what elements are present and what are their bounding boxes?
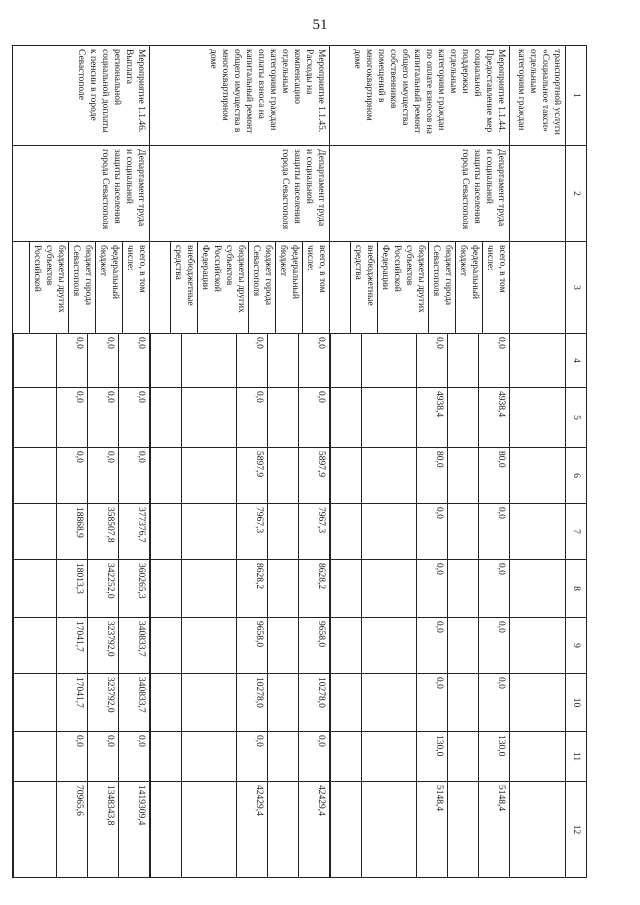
value-cell [330, 782, 510, 878]
value [13, 504, 56, 559]
value: 0,0 [56, 334, 87, 387]
value: 342252,0 [87, 560, 118, 617]
value: 0,0 [118, 448, 149, 503]
value: 7967,3 [298, 504, 329, 559]
funding-source: всего, в том числе: [122, 242, 149, 333]
value [447, 448, 478, 503]
value [361, 560, 416, 617]
funding-source-cell [13, 242, 150, 334]
column-header: 8 [566, 560, 587, 618]
value [13, 334, 56, 387]
value: 8628,2 [298, 560, 329, 617]
value [13, 618, 56, 673]
value [447, 388, 478, 447]
value-cell [13, 674, 150, 732]
value [330, 782, 361, 877]
value [330, 334, 361, 387]
value [181, 560, 236, 617]
value: 0,0 [56, 448, 87, 503]
value [267, 674, 298, 731]
value [447, 618, 478, 673]
value [181, 448, 236, 503]
value: 17041,7 [56, 618, 87, 673]
value: 17041,7 [56, 674, 87, 731]
value [13, 782, 56, 877]
value: 0,0 [87, 448, 118, 503]
value-cell [13, 732, 150, 782]
value: 9658,0 [236, 618, 267, 673]
value-cell [330, 334, 510, 388]
value [13, 448, 56, 503]
funding-source: внебюджетные средства [170, 242, 197, 333]
value: 4938,4 [478, 388, 509, 447]
value: 323792,0 [87, 674, 118, 731]
value: 130,0 [416, 732, 447, 781]
value: 0,0 [478, 504, 509, 559]
value-cell [330, 504, 510, 560]
value: 0,0 [478, 560, 509, 617]
value: 0,0 [416, 504, 447, 559]
value [181, 732, 236, 781]
value-cell [13, 782, 150, 878]
value [181, 504, 236, 559]
value [361, 618, 416, 673]
measure-row [13, 46, 150, 878]
value [330, 504, 361, 559]
value: 42429,4 [298, 782, 329, 877]
value: 0,0 [236, 334, 267, 387]
column-header: 7 [566, 504, 587, 560]
column-header: 3 [566, 242, 587, 334]
value: 360265,3 [118, 560, 149, 617]
value: 340833,7 [118, 674, 149, 731]
value [13, 388, 56, 447]
column-header: 2 [566, 146, 587, 242]
intro-row [510, 46, 566, 878]
value: 7967,3 [236, 504, 267, 559]
value [361, 334, 416, 387]
funding-source: бюджет города Севастополя [428, 242, 455, 333]
value-cell [150, 732, 330, 782]
funding-source: бюджеты других субъектов Российской [29, 242, 68, 333]
executor-name: Департамент труда и социальной защиты населения города Севастополя [13, 146, 150, 242]
measure-name: Мероприятие 1.1.46. Выплата региональной социальной доплаты к пенсии в городе Севастополе [13, 46, 150, 146]
value-cell [330, 618, 510, 674]
column-header: 9 [566, 618, 587, 674]
value-cell [150, 448, 330, 504]
value: 0,0 [236, 732, 267, 781]
rotated-table-sheet [32, 45, 587, 877]
value [181, 334, 236, 387]
value [13, 674, 56, 731]
value [447, 782, 478, 877]
value-cell [13, 618, 150, 674]
value: 0,0 [298, 388, 329, 447]
value-cell [330, 560, 510, 618]
intro-text: транспортной услуги «Социальное такси» отдельным категориям граждан [510, 46, 566, 146]
value-cell [150, 560, 330, 618]
value [330, 732, 361, 781]
measure-row [330, 46, 510, 878]
value: 5148,4 [478, 782, 509, 877]
value: 70965,6 [56, 782, 87, 877]
value: 358507,8 [87, 504, 118, 559]
funding-source: федеральный бюджет [275, 242, 302, 333]
funding-source: бюджет города Севастополя [68, 242, 95, 333]
value: 18013,3 [56, 560, 87, 617]
value: 0,0 [416, 674, 447, 731]
value: 0,0 [478, 334, 509, 387]
value: 130,0 [478, 732, 509, 781]
funding-source: бюджет города Севастополя [248, 242, 275, 333]
executor-name: Департамент труда и социальной защиты населения города Севастополя [150, 146, 330, 242]
value: 0,0 [118, 334, 149, 387]
funding-source-cell [330, 242, 510, 334]
value-cell [13, 334, 150, 388]
column-header: 12 [566, 782, 587, 878]
value: 1419309,4 [118, 782, 149, 877]
column-number-row [566, 46, 587, 878]
value: 42429,4 [236, 782, 267, 877]
value-cell [330, 674, 510, 732]
value [361, 504, 416, 559]
funding-source: бюджеты других субъектов Российской Федерации [197, 242, 248, 333]
value [267, 618, 298, 673]
value: 10278,0 [236, 674, 267, 731]
value: 4938,4 [416, 388, 447, 447]
column-header: 10 [566, 674, 587, 732]
funding-source: всего, в том числе: [482, 242, 509, 333]
value [267, 448, 298, 503]
value-cell [150, 504, 330, 560]
value: 340833,7 [118, 618, 149, 673]
value: 0,0 [416, 618, 447, 673]
value [150, 388, 181, 447]
value [330, 618, 361, 673]
value [447, 560, 478, 617]
value-cell [150, 674, 330, 732]
value: 323792,0 [87, 618, 118, 673]
executor-name: Департамент труда и социальной защиты населения города Севастополя [330, 146, 510, 242]
value [150, 334, 181, 387]
value [181, 674, 236, 731]
value [447, 732, 478, 781]
value [150, 674, 181, 731]
value: 0,0 [478, 674, 509, 731]
value: 8628,2 [236, 560, 267, 617]
value [150, 560, 181, 617]
value: 0,0 [56, 732, 87, 781]
value: 0,0 [478, 618, 509, 673]
value [150, 732, 181, 781]
value [361, 388, 416, 447]
value: 0,0 [298, 334, 329, 387]
value [150, 782, 181, 877]
value: 80,0 [416, 448, 447, 503]
value [330, 448, 361, 503]
value [330, 388, 361, 447]
value: 5897,9 [236, 448, 267, 503]
value [150, 618, 181, 673]
value-cell [150, 618, 330, 674]
value: 0,0 [87, 732, 118, 781]
measure-name: Мероприятие 1.1.45. Расходы на компенсацию отдельным категориям граждан оплаты взноса на капитальный ремонт общего имущества в многоквартирном доме [150, 46, 330, 146]
value [447, 674, 478, 731]
value [267, 782, 298, 877]
value [267, 334, 298, 387]
value [150, 448, 181, 503]
value [13, 560, 56, 617]
funding-source: федеральный бюджет [95, 242, 122, 333]
value: 1348343,8 [87, 782, 118, 877]
value: 5897,9 [298, 448, 329, 503]
value [447, 504, 478, 559]
value-cell [330, 388, 510, 448]
value [181, 618, 236, 673]
value: 0,0 [87, 388, 118, 447]
value [267, 732, 298, 781]
value: 0,0 [416, 334, 447, 387]
value: 0,0 [298, 732, 329, 781]
value: 10278,0 [298, 674, 329, 731]
value: 9658,0 [298, 618, 329, 673]
funding-source: бюджеты других субъектов Российской Федерации [377, 242, 428, 333]
value-cell [330, 448, 510, 504]
column-header: 11 [566, 732, 587, 782]
value [267, 504, 298, 559]
value: 0,0 [56, 388, 87, 447]
value [150, 504, 181, 559]
value: 0,0 [118, 732, 149, 781]
value: 5148,4 [416, 782, 447, 877]
value [267, 388, 298, 447]
value [361, 448, 416, 503]
value: 377376,7 [118, 504, 149, 559]
value: 0,0 [118, 388, 149, 447]
value: 18868,9 [56, 504, 87, 559]
value: 80,0 [478, 448, 509, 503]
column-header: 4 [566, 334, 587, 388]
funding-source: всего, в том числе: [302, 242, 329, 333]
funding-source: внебюджетные средства [350, 242, 377, 333]
value-cell [150, 334, 330, 388]
value-cell [13, 448, 150, 504]
value: 0,0 [416, 560, 447, 617]
budget-table [12, 45, 587, 878]
value [13, 732, 56, 781]
measure-name: Мероприятие 1.1.44. Предоставление мер социальной поддержки отдельным категориям граждан по оплате взносов на капитальный ремонт общего имущества собственников помещений в многоквартирном доме [330, 46, 510, 146]
value [181, 388, 236, 447]
funding-source: федеральный бюджет [455, 242, 482, 333]
value-cell [150, 388, 330, 448]
value [181, 782, 236, 877]
value-cell [13, 504, 150, 560]
value-cell [13, 560, 150, 618]
value [447, 334, 478, 387]
funding-source-cell [150, 242, 330, 334]
value [330, 674, 361, 731]
value [267, 560, 298, 617]
value-cell [330, 732, 510, 782]
value-cell [13, 388, 150, 448]
column-header: 5 [566, 388, 587, 448]
page-number: 51 [312, 17, 328, 33]
value: 0,0 [87, 334, 118, 387]
column-header: 6 [566, 448, 587, 504]
value [361, 782, 416, 877]
value: 0,0 [236, 388, 267, 447]
value [330, 560, 361, 617]
column-header: 1 [566, 46, 587, 146]
value [361, 732, 416, 781]
measure-row [150, 46, 330, 878]
value [361, 674, 416, 731]
value-cell [150, 782, 330, 878]
